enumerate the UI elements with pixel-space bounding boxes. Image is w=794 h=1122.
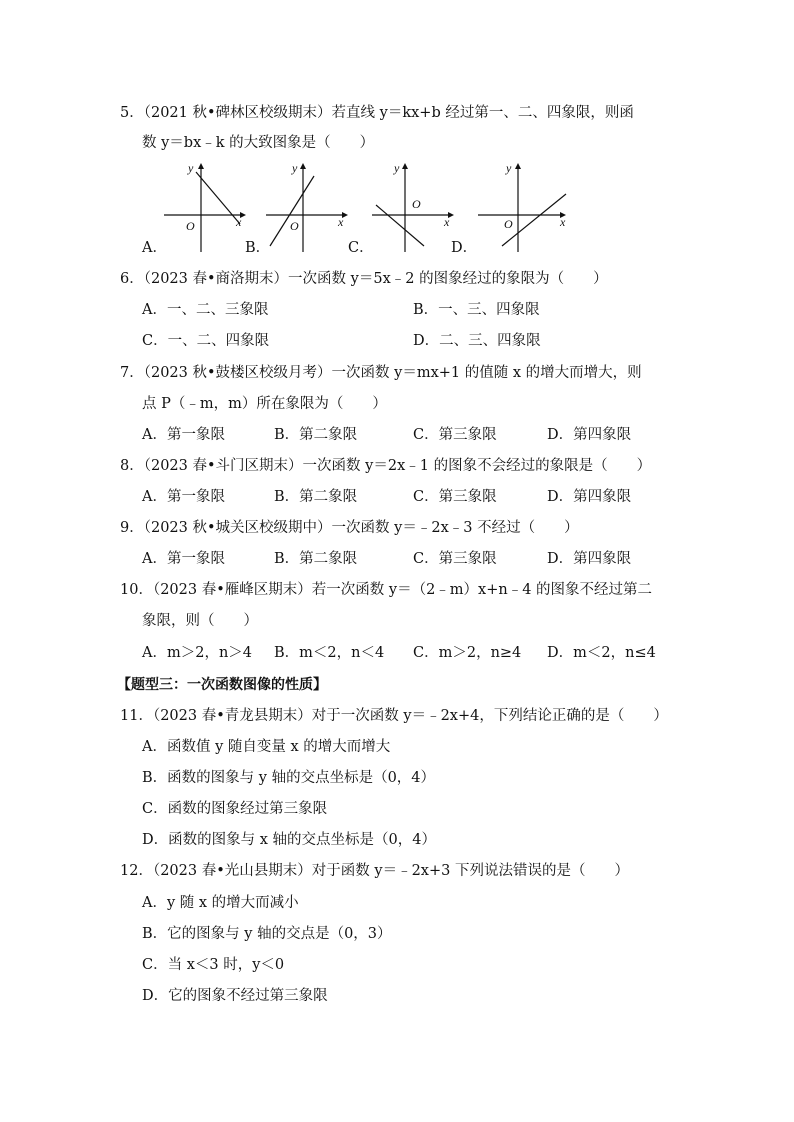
y-axis-arrow (402, 163, 408, 169)
q11-option-a: A．函数值 y 随自变量 x 的增大而增大 (142, 739, 391, 755)
q12-option-c: C．当 x＜3 时，y＜0 (142, 957, 285, 973)
q9-option-d: D．第四象限 (547, 551, 632, 567)
q12-stem: 12．（2023 春•光山县期末）对于函数 y＝﹣2x+3 下列说法错误的是（ ） (120, 863, 629, 879)
q9-stem: 9．（2023 秋•城关区校级期中）一次函数 y＝﹣2x﹣3 不经过（ ） (120, 520, 579, 536)
q6-option-a: A．一、二、三象限 (142, 302, 269, 318)
x-label: x (236, 215, 242, 229)
q5-option-b-label: B． (245, 240, 271, 256)
q7-line2: 点 P（﹣m，m）所在象限为（ ） (142, 396, 387, 412)
q6-option-d: D．二、三、四象限 (413, 333, 541, 349)
q9-option-c: C．第三象限 (413, 551, 497, 567)
q8-stem: 8．（2023 春•斗门区期末）一次函数 y＝2x﹣1 的图象不会经过的象限是（ ） (120, 458, 652, 474)
q12-option-a: A．y 随 x 的增大而减小 (142, 895, 299, 911)
q5-option-d-label: D． (451, 240, 478, 256)
q7-option-d: D．第四象限 (547, 427, 632, 443)
y-label: y (506, 161, 512, 175)
q7-option-a: A．第一象限 (142, 427, 225, 443)
y-label: y (394, 161, 400, 175)
x-label: x (444, 215, 450, 229)
origin-label: O (412, 197, 421, 211)
q5-graph-c (372, 160, 462, 254)
q5-graph-d (478, 160, 574, 254)
q10-option-d: D．m＜2，n≤4 (547, 645, 656, 661)
q6-option-b: B．一、三、四象限 (413, 302, 540, 318)
q11-option-d: D．函数的图象与 x 轴的交点坐标是（0，4） (142, 832, 436, 848)
origin-label: O (504, 217, 513, 231)
q7-line1: 7．（2023 秋•鼓楼区校级月考）一次函数 y＝mx+1 的值随 x 的增大而增大，则 (120, 365, 642, 381)
q7-option-c: C．第三象限 (413, 427, 497, 443)
q5-line1: 5．（2021 秋•碑林区校级期末）若直线 y＝kx+b 经过第一、二、四象限，则函 (120, 105, 634, 121)
q7-option-b: B．第二象限 (274, 427, 358, 443)
q8-option-d: D．第四象限 (547, 489, 632, 505)
q5-graph-a (164, 160, 254, 254)
q5-line2: 数 y＝bx﹣k 的大致图象是（ ） (142, 135, 375, 151)
y-label: y (188, 161, 194, 175)
q5-graph-b (266, 160, 356, 254)
y-axis-arrow (198, 163, 204, 169)
q11-stem: 11．（2023 春•青龙县期末）对于一次函数 y＝﹣2x+4，下列结论正确的是（ ） (120, 708, 668, 724)
q11-option-b: B．函数的图象与 y 轴的交点坐标是（0，4） (142, 770, 436, 786)
q10-line2: 象限，则（ ） (142, 613, 258, 629)
q5-option-c-label: C． (348, 240, 374, 256)
q9-option-b: B．第二象限 (274, 551, 358, 567)
q10-option-a: A．m＞2，n＞4 (142, 645, 253, 661)
q8-option-a: A．第一象限 (142, 489, 225, 505)
q10-line1: 10．（2023 春•雁峰区期末）若一次函数 y＝（2﹣m）x+n﹣4 的图象不经过第二 (120, 582, 653, 598)
q11-option-c: C．函数的图象经过第三象限 (142, 801, 328, 817)
origin-label: O (290, 219, 299, 233)
q9-option-a: A．第一象限 (142, 551, 225, 567)
q10-option-b: B．m＜2，n＜4 (274, 645, 385, 661)
y-label: y (292, 161, 298, 175)
q6-option-c: C．一、二、四象限 (142, 333, 270, 349)
q5-option-a-label: A． (142, 240, 167, 256)
q12-option-d: D．它的图象不经过第三象限 (142, 988, 328, 1004)
q12-option-b: B．它的图象与 y 轴的交点是（0，3） (142, 926, 392, 942)
section-heading: 【题型三：一次函数图像的性质】 (117, 677, 327, 693)
q8-option-b: B．第二象限 (274, 489, 358, 505)
q10-option-c: C．m＞2，n≥4 (413, 645, 522, 661)
origin-label: O (186, 219, 195, 233)
q8-option-c: C．第三象限 (413, 489, 497, 505)
x-label: x (338, 215, 344, 229)
graph-a-line (196, 172, 240, 224)
graph-c-line (376, 205, 424, 246)
graph-b-line (270, 176, 314, 246)
x-label: x (560, 215, 566, 229)
y-axis-arrow (300, 163, 306, 169)
y-axis-arrow (515, 163, 521, 169)
q6-stem: 6．（2023 春•商洛期末）一次函数 y＝5x﹣2 的图象经过的象限为（ ） (120, 271, 608, 287)
